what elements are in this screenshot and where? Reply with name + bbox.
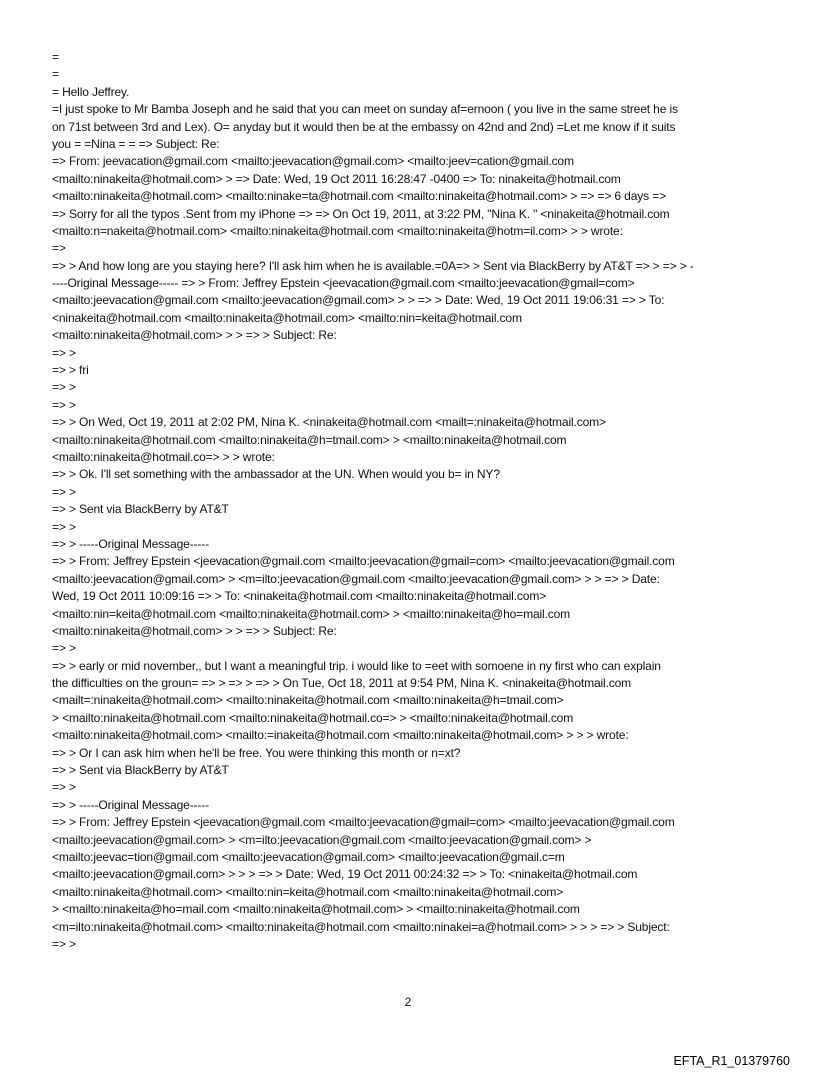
- text-line: =: [52, 50, 59, 64]
- text-line: =: [52, 67, 59, 82]
- text-line: => >: [52, 397, 76, 412]
- text-line: <mailto:nin=keita@hotmail.com <mailto:ninakeita@hotmail.com> > <mailto:ninakeita@ho=mail.com: [52, 606, 571, 621]
- text-line: <mailto:jeevacation@gmail.com> > <m=ilto:jeevacation@gmail.com <mailto:jeevacation@gmail.com> >: [52, 832, 592, 847]
- text-line: <mailto:ninakeita@hotmail.com> > > => > Subject: Re:: [52, 623, 337, 638]
- text-line: => >: [52, 936, 76, 951]
- text-line: <mailto:jeevac=tion@gmail.com <mailto:jeevacation@gmail.com> <mailto:jeevacation@gmail.c=m: [52, 849, 565, 864]
- text-line: > <mailto:ninakeita@hotmail.com <mailto:ninakeita@hotmail.co=> > <mailto:ninakeita@hotmail.com: [52, 710, 574, 725]
- text-line: => Sorry for all the typos .Sent from my iPhone => => On Oct 19, 2011, at 3:22 PM, "Nina K. " <ninakeita@hotmail.com: [52, 206, 670, 221]
- text-line: => > Sent via BlackBerry by AT&T: [52, 763, 229, 778]
- text-line: => > early or mid november,, but I want a meaningful trip. i would like to =eet with somoene in ny first who can explain: [52, 658, 661, 673]
- text-line: <mailto:ninakeita@hotmail.com> <mailto:nin=keita@hotmail.com <mailto:ninakeita@hotmail.com>: [52, 884, 564, 899]
- document-id: EFTA_R1_01379760: [673, 1054, 790, 1068]
- text-line: => > -----Original Message-----: [52, 536, 210, 551]
- text-line: => > -----Original Message-----: [52, 797, 210, 812]
- text-line: => > Sent via BlackBerry by AT&T: [52, 502, 229, 517]
- text-line: <mailto:ninakeita@hotmail.co=> > > wrote:: [52, 449, 275, 464]
- text-line: <mailto:ninakeita@hotmail.com> > > => > Subject: Re:: [52, 328, 337, 343]
- text-line: => >: [52, 345, 76, 360]
- text-line: you = =Nina = = => Subject: Re:: [52, 136, 220, 151]
- text-line: on 71st between 3rd and Lex). O= anyday but it would then be at the embassy on 42nd and 2nd) =Let me know if it suits: [52, 119, 676, 134]
- text-line: <mailto:jeevacation@gmail.com> > > > => > Date: Wed, 19 Oct 2011 00:24:32 => > To: <ninakeita@hotmail.com: [52, 867, 638, 882]
- text-line: => >: [52, 519, 76, 534]
- text-line: ----Original Message----- => > From: Jeffrey Epstein <jeevacation@gmail.com <mailto:jeevacation@gmail=com>: [52, 276, 635, 291]
- text-line: => > Or I can ask him when he'll be free. You were thinking this month or n=xt?: [52, 745, 461, 760]
- text-line: > <mailto:ninakeita@ho=mail.com <mailto:ninakeita@hotmail.com> > <mailto:ninakeita@hotmail.com: [52, 902, 580, 917]
- email-thread-text: [52, 49, 774, 953]
- text-line: => > From: Jeffrey Epstein <jeevacation@gmail.com <mailto:jeevacation@gmail=com> <mailto:jeevacation@gmail.com: [52, 815, 675, 830]
- text-line: <mailto:ninakeita@hotmail.com> <mailto:ninake=ta@hotmail.com <mailto:ninakeita@hotmail.com> > => => 6 days =>: [52, 189, 666, 204]
- text-line: => >: [52, 380, 76, 395]
- text-line: <mailto:ninakeita@hotmail.com> > => Date: Wed, 19 Oct 2011 16:28:47 -0400 => To: ninakeita@hotmail.com: [52, 171, 621, 186]
- text-line: <m=ilto:ninakeita@hotmail.com> <mailto:ninakeita@hotmail.com <mailto:ninakei=a@hotmail.com> > > > => > Subject:: [52, 919, 670, 934]
- text-line: the difficulties on the groun= => > => > => > On Tue, Oct 18, 2011 at 9:54 PM, Nina K. <ninakeita@hotmail.com: [52, 676, 632, 691]
- text-line: Wed, 19 Oct 2011 10:09:16 => > To: <ninakeita@hotmail.com <mailto:ninakeita@hotmail.com>: [52, 589, 547, 604]
- text-line: => >: [52, 484, 76, 499]
- text-line: <mailt=:ninakeita@hotmail.com> <mailto:ninakeita@hotmail.com <mailto:ninakeita@h=tmail.com>: [52, 693, 564, 708]
- text-line: => From: jeevacation@gmail.com <mailto:jeevacation@gmail.com> <mailto:jeev=cation@gmail.com: [52, 154, 574, 169]
- text-line: <mailto:ninakeita@hotmail.com> <mailto:=inakeita@hotmail.com <mailto:ninakeita@hotmail.com> > > > wrote:: [52, 728, 629, 743]
- text-line: => > Ok. I'll set something with the ambassador at the UN. When would you b= in NY?: [52, 467, 500, 482]
- text-line: <mailto:jeevacation@gmail.com <mailto:jeevacation@gmail.com> > > => > Date: Wed, 19 Oct 2011 19:06:31 => > To:: [52, 293, 665, 308]
- text-line: <mailto:jeevacation@gmail.com> > <m=ilto:jeevacation@gmail.com <mailto:jeevacation@gmail.com> > > => > Date:: [52, 571, 660, 586]
- text-line: = Hello Jeffrey.: [52, 84, 130, 99]
- text-line: => > And how long are you staying here? I'll ask him when he is available.=0A=> > Sent via BlackBerry by AT&T => > => > -: [52, 258, 694, 273]
- text-line: =>: [52, 241, 66, 256]
- text-line: <mailto:ninakeita@hotmail.com <mailto:ninakeita@h=tmail.com> > <mailto:ninakeita@hotmail.com: [52, 432, 567, 447]
- text-line: => > On Wed, Oct 19, 2011 at 2:02 PM, Nina K. <ninakeita@hotmail.com <mailt=:ninakeita@hotmail.com>: [52, 415, 606, 430]
- page-number: 2: [404, 995, 412, 1009]
- text-line: => > fri: [52, 363, 89, 378]
- text-line: => > From: Jeffrey Epstein <jeevacation@gmail.com <mailto:jeevacation@gmail=com> <mailto:jeevacation@gmail.com: [52, 554, 675, 569]
- text-line: <mailto:n=nakeita@hotmail.com> <mailto:ninakeita@hotmail.com <mailto:ninakeita@hotm=il.com> > > wrote:: [52, 223, 623, 238]
- text-line: =I just spoke to Mr Bamba Joseph and he said that you can meet on sunday af=ernoon ( you live in the same street he is: [52, 102, 678, 117]
- text-line: => >: [52, 641, 76, 656]
- text-line: => >: [52, 780, 76, 795]
- text-line: <ninakeita@hotmail.com <mailto:ninakeita@hotmail.com> <mailto:nin=keita@hotmail.com: [52, 310, 522, 325]
